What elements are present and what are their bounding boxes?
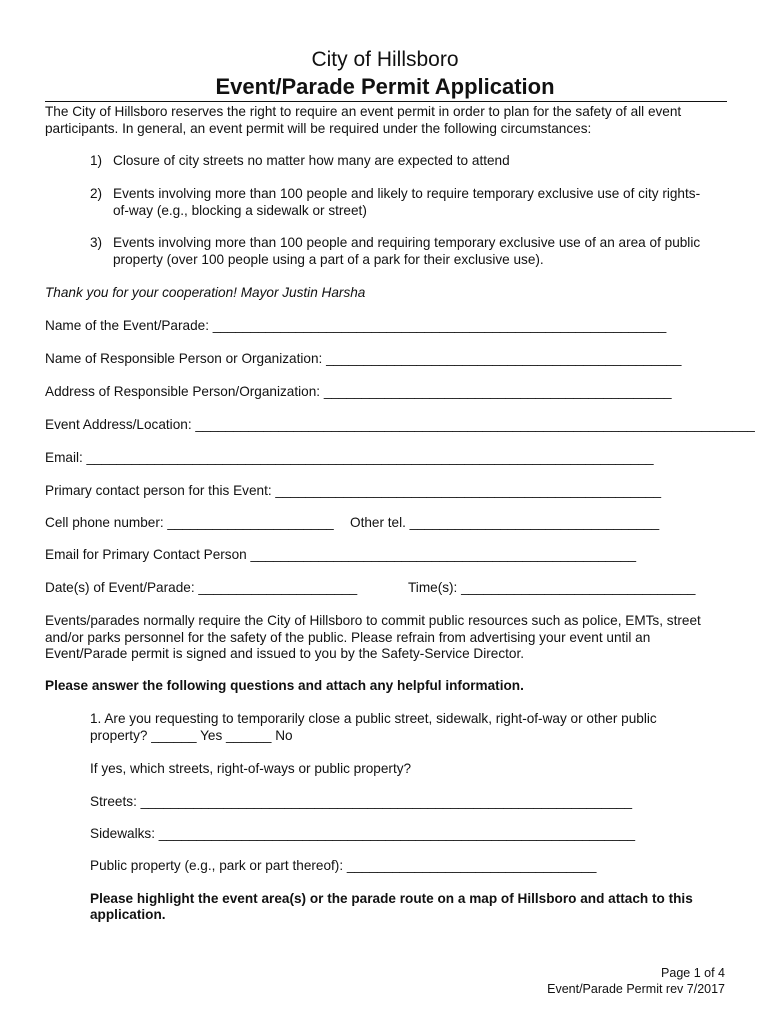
mayor-thanks: Thank you for your cooperation! Mayor Justin Harsha	[45, 285, 366, 300]
list-item-text: Events involving more than 100 people and requiring temporary exclusive use of an area of public	[113, 235, 701, 250]
page-number: Page 1 of 4	[661, 966, 725, 980]
title-rule	[45, 101, 727, 102]
email-field[interactable]: Email: ___________________________________________________________________________	[45, 450, 654, 465]
event-name-field[interactable]: Name of the Event/Parade: ____________________________________________________________	[45, 318, 667, 333]
cell-phone-field[interactable]: Cell phone number: ______________________	[45, 515, 334, 530]
list-item-text: Closure of city streets no matter how many are expected to attend	[113, 153, 510, 168]
event-times-field[interactable]: Time(s): _______________________________	[408, 580, 696, 595]
questions-heading: Please answer the following questions and attach any helpful information.	[45, 678, 524, 693]
responsible-address-field[interactable]: Address of Responsible Person/Organization: ______________________________________________	[45, 384, 672, 399]
list-item-text: property (over 100 people using a part of a park for their exclusive use).	[113, 252, 544, 267]
event-dates-field[interactable]: Date(s) of Event/Parade: _____________________	[45, 580, 358, 595]
intro-line-2: participants. In general, an event permit will be required under the following circumstances:	[45, 121, 592, 136]
highlight-instruction-line-2: application.	[90, 907, 166, 922]
intro-line-1: The City of Hillsboro reserves the right to require an event permit in order to plan for the safety of all event	[45, 104, 682, 119]
list-item-number: 1)	[90, 153, 103, 168]
streets-field[interactable]: Streets: _________________________________________________________________	[90, 794, 633, 809]
list-item-text: Events involving more than 100 people and likely to require temporary exclusive use of city rights-	[113, 186, 701, 201]
question-1-line-1: 1. Are you requesting to temporarily close a public street, sidewalk, right-of-way or other public	[90, 711, 657, 726]
closure-yes-no-field[interactable]: property? ______ Yes ______ No	[90, 728, 293, 743]
highlight-instruction-line-1: Please highlight the event area(s) or the parade route on a map of Hillsboro and attach to this	[90, 891, 693, 906]
list-item-number: 3)	[90, 235, 103, 250]
sidewalks-field[interactable]: Sidewalks: _______________________________________________________________	[90, 826, 636, 841]
list-item-text: of-way (e.g., blocking a sidewalk or street)	[113, 203, 367, 218]
list-item-number: 2)	[90, 186, 103, 201]
question-1-followup: If yes, which streets, right-of-ways or public property?	[90, 761, 412, 776]
notice-line-2: and/or parks personnel for the safety of the public. Please refrain from advertising your event until an	[45, 630, 651, 645]
city-name: City of Hillsboro	[311, 48, 459, 71]
notice-line-1: Events/parades normally require the City of Hillsboro to commit public resources such as police, EMTs, street	[45, 613, 701, 628]
page-title: Event/Parade Permit Application	[215, 74, 555, 99]
responsible-name-field[interactable]: Name of Responsible Person or Organization: _______________________________________________	[45, 351, 682, 366]
public-property-field[interactable]: Public property (e.g., park or part thereof): _________________________________	[90, 858, 597, 873]
primary-contact-email-field[interactable]: Email for Primary Contact Person ___________________________________________________	[45, 547, 637, 562]
form-revision: Event/Parade Permit rev 7/2017	[547, 982, 725, 996]
other-tel-field[interactable]: Other tel. _________________________________	[350, 515, 660, 530]
notice-line-3: Event/Parade permit is signed and issued to you by the Safety-Service Director.	[45, 646, 525, 661]
primary-contact-field[interactable]: Primary contact person for this Event: ___________________________________________________	[45, 483, 661, 498]
event-location-field[interactable]: Event Address/Location: __________________________________________________________________________	[45, 417, 755, 432]
